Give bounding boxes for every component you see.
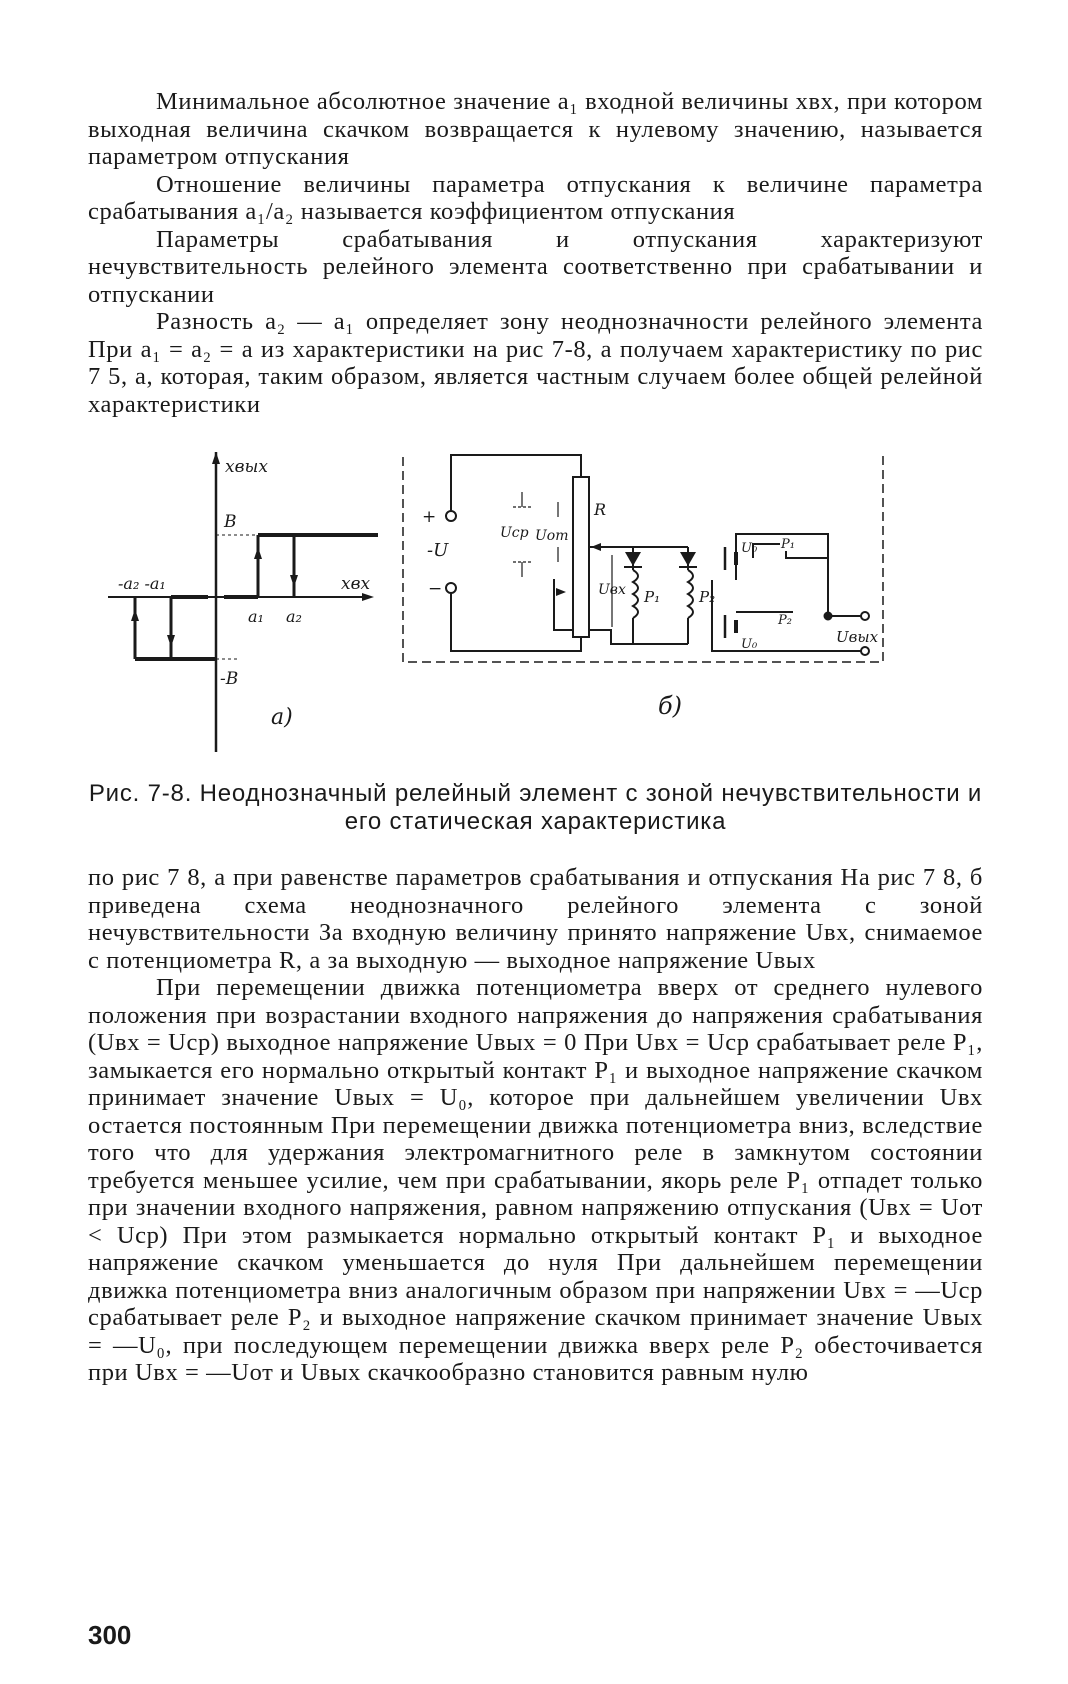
- page-number: 300: [88, 1620, 132, 1650]
- paragraph: Разность a₂ — a₁ определяет зону неоднозначности релейного элемента При a₁ = a₂ = a из характеристики на рис 7-8, а получаем характеристику по рис 7 5, а, которая, таким образом, является частным случаем более общей релейной характеристики: [88, 308, 983, 418]
- plus-label: +: [422, 507, 437, 527]
- relay-coil-p2: [688, 570, 693, 618]
- wire-bottom: [451, 593, 581, 651]
- diode-icon: [625, 552, 641, 566]
- output-terminal-bottom: [861, 647, 869, 655]
- u0-bottom-label: U₀: [741, 637, 758, 652]
- a1-label: a₁: [248, 607, 264, 626]
- y-axis-label: xвых: [225, 457, 268, 477]
- p2-label: P₂: [699, 588, 716, 606]
- a2-label: a₂: [286, 607, 302, 626]
- wire-to-output: [828, 580, 861, 616]
- y-axis-arrow-icon: [212, 452, 220, 464]
- p1-contact-label: P₁: [781, 537, 795, 552]
- relay-coil-p1: [633, 570, 638, 618]
- x-axis-arrow-icon: [362, 593, 374, 601]
- u-ot-label: Uот: [535, 528, 569, 544]
- diode-icon: [680, 552, 696, 566]
- figure-7-8: [88, 452, 983, 772]
- minus-label: −: [428, 579, 443, 599]
- p2-contact-label: P₂: [778, 613, 792, 628]
- u-vx-label: Uвх: [598, 582, 626, 598]
- arrow-up-icon: [131, 609, 139, 621]
- arrow-down-icon: [290, 575, 298, 587]
- upper-level-label: B: [224, 512, 237, 532]
- wiper-arrow-icon: [556, 588, 566, 596]
- paragraph: Параметры срабатывания и отпускания характеризуют нечувствительность релейного элемента соответственно при срабатывании и отпускании: [88, 225, 983, 308]
- paragraph: по рис 7 8, а при равенстве параметров срабатывания и отпускания На рис 7 8, б приведена схема неоднозначного релейного элемента с зоной нечувствительности За входную величину принято напряжение Uвх, снимаемое с потенциометра R, а за выходную — выходное напряжение Uвых: [88, 864, 983, 974]
- graph-a: [108, 452, 378, 752]
- panel-a-label: а): [271, 705, 293, 730]
- r-label: R: [594, 500, 607, 519]
- lower-level-label: -B: [220, 669, 239, 689]
- junction-node: [825, 613, 832, 620]
- u-sr-label: Uср: [500, 525, 529, 541]
- output-terminal-top: [861, 612, 869, 620]
- minus-u-label: -U: [427, 540, 449, 561]
- terminal-plus: [446, 511, 456, 521]
- figure-caption: Рис. 7-8. Неоднозначный релейный элемент с зоной нечувствительности и его статическая характеристика: [88, 780, 983, 835]
- contact-p1-bottom: [786, 551, 828, 558]
- p1-label: P₁: [644, 588, 661, 606]
- paragraph: При перемещении движка потенциометра вверх от среднего нулевого положения при возрастании входного напряжения до напряжения срабатывания (Uвх = Uср) выходное напряжение Uвых = 0 При Uвх = Uср срабатывает реле P₁, замыкается его нормально открытый контакт P₁ и выходное напряжение скачком принимает значение Uвых = U₀, которое при дальнейшем увеличении Uвх остается постоянным При перемещении движка потенциометра вниз, вследствие того что для удержания электромагнитного реле в замкнутом состоянии требуется меньшее усилие, чем при срабатывании, якорь реле P₁ отпадет только при значении входного напряжения, равном напряжению отпускания (Uвх = Uот < Uср) При этом размыкается нормально открытый контакт P₁ и выходное напряжение скачком уменьшается до нуля При дальнейшем перемещении движка потенциометра вниз аналогичным образом при напряжении Uвх = —Uср срабатывает реле P₂ и выходное напряжение скачком принимает значение Uвых = —U₀, при последующем перемещении движка вверх реле P₂ обесточивается при Uвх = —Uот и Uвых скачкообразно становится равным нулю: [88, 974, 983, 1386]
- bottom-text: [88, 864, 983, 1387]
- neg-threshold-labels: -a₂ -a₁: [118, 574, 166, 593]
- wire-top: [451, 455, 581, 512]
- x-axis-label: xвх: [341, 574, 371, 594]
- potentiometer-r: [573, 477, 589, 637]
- wiper-lead: [554, 579, 573, 630]
- u-vyx-label: Uвых: [836, 628, 879, 646]
- terminal-minus: [446, 583, 456, 593]
- figure-drawing: [88, 452, 983, 772]
- arrow-up-icon: [254, 547, 262, 559]
- paragraph: Минимальное абсолютное значение a₁ входной величины xвх, при котором выходная величина скачком возвращается к нулевому значению, называется параметром отпускания: [88, 88, 983, 170]
- arrow-down-icon: [167, 635, 175, 647]
- top-text: [88, 88, 983, 418]
- panel-b-label: б): [658, 692, 683, 720]
- bus-bottom: [589, 630, 688, 644]
- u0-top-label: U₀: [741, 541, 758, 556]
- circuit-b: [403, 452, 883, 662]
- paragraph: Отношение величины параметра отпускания к величине параметра срабатывания a₁/a₂ называется коэффициентом отпускания: [88, 170, 983, 225]
